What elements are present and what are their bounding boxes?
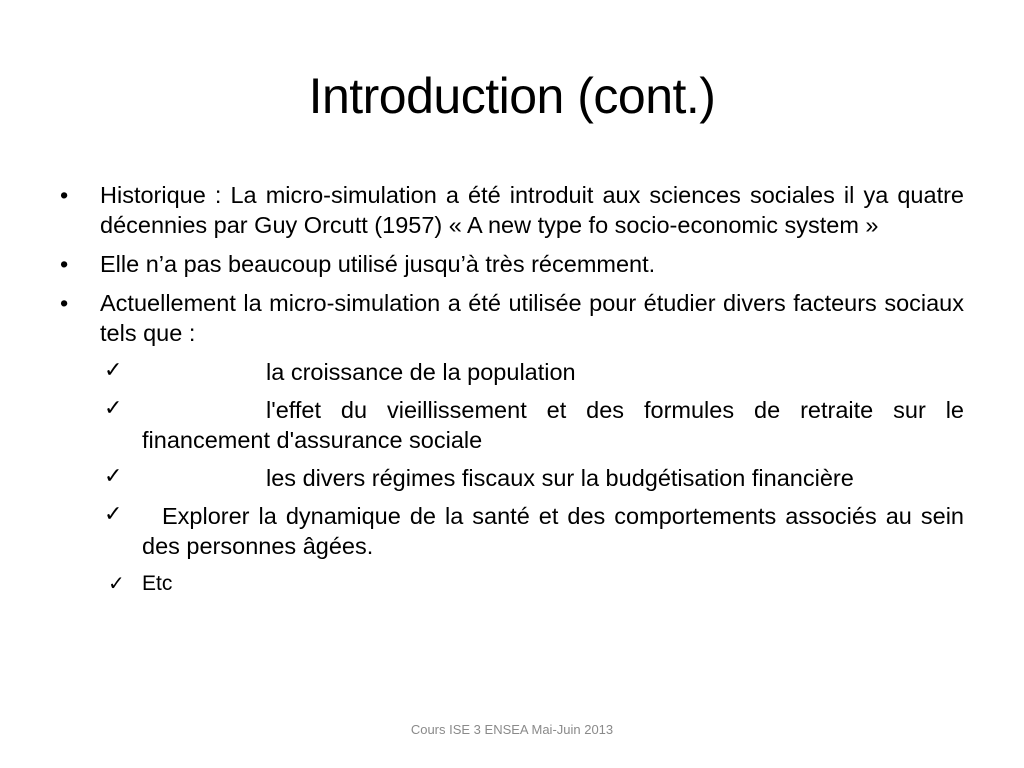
- checkmark-icon: ✓: [104, 358, 123, 383]
- bullet-marker: •: [60, 182, 69, 208]
- checkmark-icon: ✓: [104, 464, 123, 489]
- bullet-text: Actuellement la micro-simulation a été utilisée pour étudier divers facteurs sociaux tels que :: [100, 290, 964, 346]
- check-item: [60, 357, 964, 387]
- bullet-marker: •: [60, 290, 69, 316]
- check-text: les divers régimes fiscaux sur la budgétisation financière: [266, 465, 854, 491]
- bullet-marker: •: [60, 251, 69, 277]
- check-item: [60, 569, 964, 599]
- checkmark-icon: ✓: [104, 396, 123, 421]
- bullet-item: [60, 288, 964, 348]
- check-text: Etc: [142, 572, 173, 595]
- slide-footer: Cours ISE 3 ENSEA Mai-Juin 2013: [410, 722, 614, 737]
- bullet-item: [60, 180, 964, 240]
- bullet-text: Historique : La micro-simulation a été introduit aux sciences sociales il ya quatre décennies par Guy Orcutt (1957) « A new type fo socio-economic system »: [100, 182, 964, 238]
- bullet-item: [60, 249, 964, 279]
- check-text: la croissance de la population: [266, 359, 576, 385]
- check-text: l'effet du vieillissement et des formules de retraite sur le financement d'assurance sociale: [142, 397, 964, 453]
- check-item: [60, 501, 964, 561]
- bullet-text: Elle n’a pas beaucoup utilisé jusqu’à très récemment.: [100, 251, 656, 277]
- check-item: [60, 463, 964, 493]
- slide-body: [60, 180, 964, 607]
- checkmark-icon: ✓: [104, 502, 123, 527]
- slide-title: Introduction (cont.): [308, 68, 716, 124]
- check-text: Explorer la dynamique de la santé et des comportements associés au sein des personnes âgées.: [142, 503, 964, 559]
- check-item: [60, 395, 964, 455]
- checkmark-icon: ✓: [108, 571, 125, 595]
